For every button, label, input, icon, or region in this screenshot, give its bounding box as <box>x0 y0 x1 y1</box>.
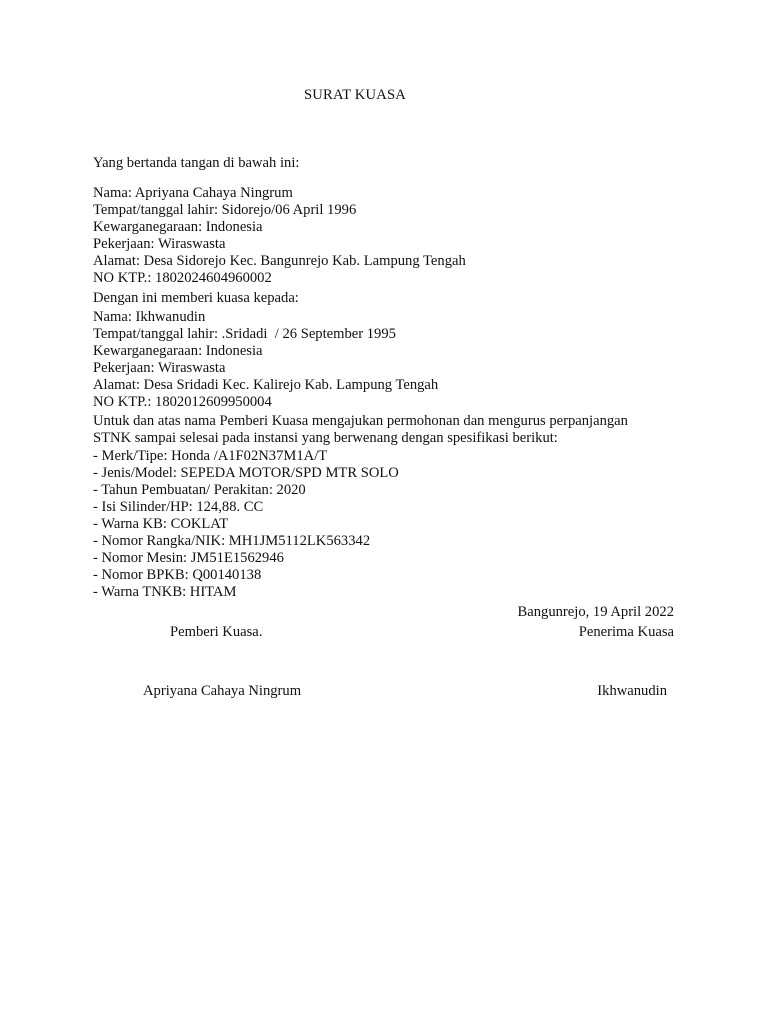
grant-statement <box>93 290 693 307</box>
grantor-name-line: Nama: Apriyana Cahaya Ningrum <box>93 185 293 201</box>
vehicle-model-line: - Jenis/Model: SEPEDA MOTOR/SPD MTR SOLO <box>93 465 399 481</box>
grantor-details <box>93 185 693 287</box>
grantee-nationality-line: Kewarganegaraan: Indonesia <box>93 343 263 359</box>
grantee-signature-name: Ikhwanudin <box>597 683 667 699</box>
vehicle-spec-list <box>93 448 693 601</box>
grant-statement-line: Dengan ini memberi kuasa kepada: <box>93 290 299 306</box>
vehicle-year-line: - Tahun Pembuatan/ Perakitan: 2020 <box>93 482 306 498</box>
grantor-nationality-line: Kewarganegaraan: Indonesia <box>93 219 263 235</box>
grantor-address-line: Alamat: Desa Sidorejo Kec. Bangunrejo Kab. Lampung Tengah <box>93 253 466 269</box>
vehicle-plate-color-line: - Warna TNKB: HITAM <box>93 584 237 600</box>
vehicle-cylinder-line: - Isi Silinder/HP: 124,88. CC <box>93 499 264 515</box>
vehicle-bpkb-line: - Nomor BPKB: Q00140138 <box>93 567 262 583</box>
document-title: SURAT KUASA <box>303 87 407 103</box>
vehicle-engine-number-line: - Nomor Mesin: JM51E1562946 <box>93 550 284 566</box>
grantor-ktp-line: NO KTP.: 1802024604960002 <box>93 270 272 286</box>
grantee-ktp-line: NO KTP.: 1802012609950004 <box>93 394 272 410</box>
grantor-signature-name: Apriyana Cahaya Ningrum <box>143 683 302 699</box>
grantee-role-label: Penerima Kuasa <box>578 624 674 640</box>
vehicle-frame-number-line: - Nomor Rangka/NIK: MH1JM5112LK563342 <box>93 533 371 549</box>
grantee-occupation-line: Pekerjaan: Wiraswasta <box>93 360 226 376</box>
intro-text <box>93 155 693 172</box>
grantee-birth-line: Tempat/tanggal lahir: .Sridadi / 26 September 1995 <box>93 326 396 342</box>
grantor-role-label: Pemberi Kuasa. <box>170 624 263 640</box>
grantor-occupation-line: Pekerjaan: Wiraswasta <box>93 236 226 252</box>
grantee-address-line: Alamat: Desa Sridadi Kec. Kalirejo Kab. Lampung Tengah <box>93 377 439 393</box>
intro-line: Yang bertanda tangan di bawah ini: <box>93 155 300 171</box>
grantee-details <box>93 309 693 411</box>
grantor-birth-line: Tempat/tanggal lahir: Sidorejo/06 April 1996 <box>93 202 357 218</box>
grantee-name-line: Nama: Ikhwanudin <box>93 309 206 325</box>
vehicle-color-line: - Warna KB: COKLAT <box>93 516 229 532</box>
purpose-line: STNK sampai selesai pada instansi yang berwenang dengan spesifikasi berikut: <box>93 430 558 446</box>
vehicle-brand-line: - Merk/Tipe: Honda /A1F02N37M1A/T <box>93 448 328 464</box>
purpose-paragraph <box>93 413 693 447</box>
place-date: Bangunrejo, 19 April 2022 <box>517 604 674 620</box>
purpose-line: Untuk dan atas nama Pemberi Kuasa mengajukan permohonan dan mengurus perpanjangan <box>93 413 628 429</box>
